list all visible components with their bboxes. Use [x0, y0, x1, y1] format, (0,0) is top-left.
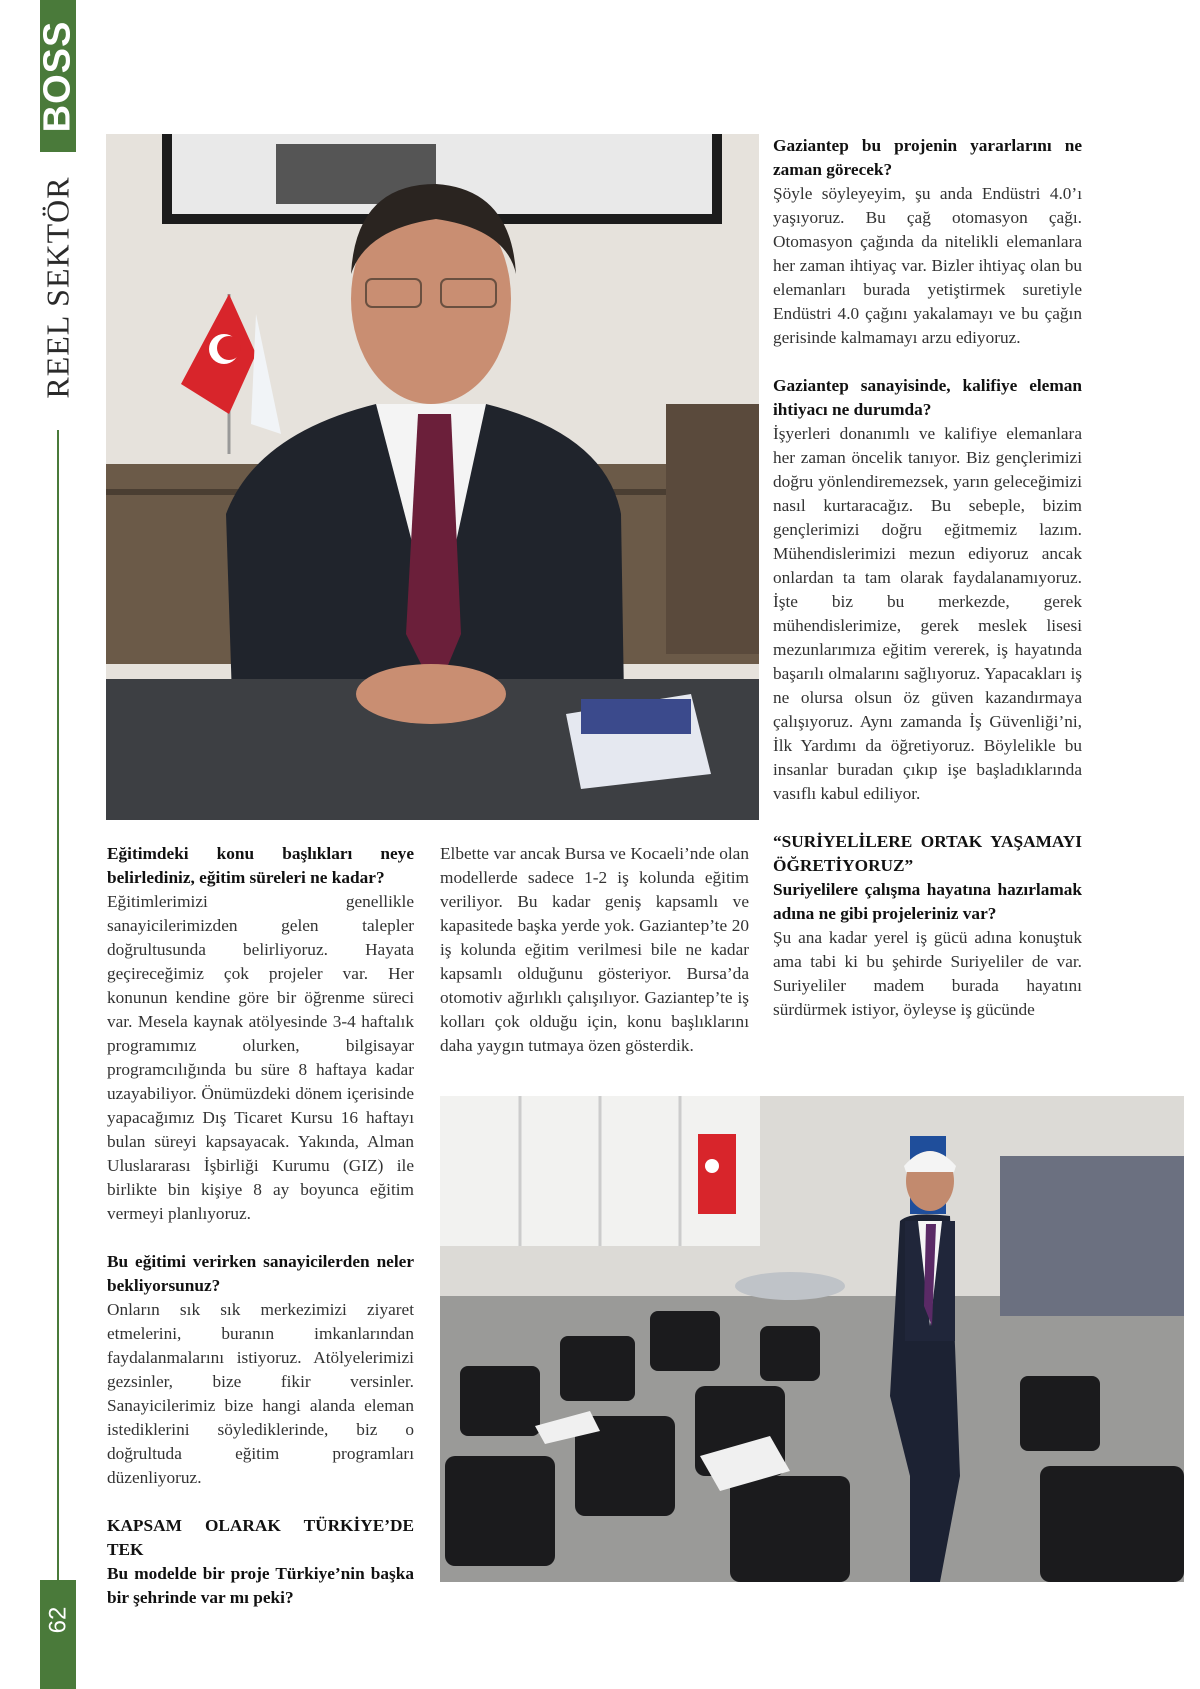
- answer-paragraph: Şöyle söyleyeyim, şu anda Endüstri 4.0’ı yaşıyoruz. Bu çağ otomasyon çağı. Otomasyon çağında da nitelikli elemanlara her zaman ihtiyaç var. Bizler ihtiyaç olan bu elemanları burada yetiştirmek suretiyle Endüstri 4.0 çağını yakalamayı ve bu çağın gerisinde kalmamayı arzu ediyoruz.: [773, 184, 1082, 347]
- divider-line: [57, 430, 59, 1580]
- sidebar: [36, 0, 79, 1689]
- question-heading: Suriyelilere çalışma hayatına hazırlamak adına ne gibi projeleriniz var?: [773, 880, 1082, 923]
- answer-paragraph: Onların sık sık merkezimizi ziyaret etmelerini, buranın imkanlarından faydalanmalarını istiyoruz. Atölyelerimizi gezsinler, bize fikir versinler. Sanayicilerimiz bize hangi alanda eleman istediklerini söylediklerinde, biz o doğrultuda eğitim programları düzenliyoruz.: [107, 1300, 414, 1487]
- question-heading: Bu eğitimi verirken sanayicilerden neler bekliyorsunuz?: [107, 1252, 414, 1295]
- answer-paragraph: Şu ana kadar yerel iş gücü adına konuştuk ama tabi ki bu şehirde Suriyeliler de var. Suriyeliler madem burada hayatını sürdürmek istiyor, öyleyse iş gücünde: [773, 928, 1082, 1019]
- brand-label: BOSS: [36, 20, 79, 132]
- question-heading: Bu modelde bir proje Türkiye’nin başka bir şehrinde var mı peki?: [107, 1564, 414, 1607]
- section-heading: KAPSAM OLARAK TÜRKİYE’DE TEK: [107, 1516, 414, 1559]
- answer-paragraph: Elbette var ancak Bursa ve Kocaeli’nde olan modellerde sadece 1-2 iş kolunda eğitim veriliyor. Bu kadar geniş kapsamlı ve kapasitede başka yerde yok. Gaziantep’te 20 iş kolunda eğitim verilmesi bile ne kadar kapsamlı olduğunu gösteriyor. Bursa’da otomotiv ağırlıklı çalışılıyor. Gaziantep’te iş kolları çok olduğu için, konu başlıklarını daha yaygın tutmaya özen gösterdik.: [440, 844, 749, 1055]
- question-heading: Gaziantep sanayisinde, kalifiye eleman ihtiyacı ne durumda?: [773, 376, 1082, 419]
- portrait-photo: [106, 134, 759, 820]
- page-number: [40, 1580, 76, 1660]
- question-heading: Gaziantep bu projenin yararlarını ne zaman görecek?: [773, 136, 1082, 179]
- section-label: REEL SEKTÖR: [39, 176, 76, 399]
- answer-paragraph: İşyerleri donanımlı ve kalifiye elemanlara her zaman öncelik tanıyor. Biz gençlerimizi doğru yönlendiremezsek, yarın geleceğimizi nasıl kurtaracağız. Bu sebeple, bizim gençlerimizi doğru eğitmemiz lazım. Mühendislerimizi mezun ediyoruz ancak onlardan ta tam olarak faydalanamıyoruz. İşte biz bu merkezde, gerek mühendislerimize, gerek meslek lisesi mezunlarımıza eğitim vererek, iş hayatında başarılı olmalarını sağlıyoruz. Yapacakları iş ne olursa olsun öz güven kazandırmaya çalışıyoruz. Aynı zamanda İş Güvenliği’ni, İlk Yardımı da öğretiyoruz. Böylelikle bu insanlar buradan çıkıp işe başladıklarında vasıflı kabul ediliyor.: [773, 424, 1082, 803]
- section-heading: “SURİYELİLERE ORTAK YAŞAMAYI ÖĞRETİYORUZ”: [773, 832, 1082, 875]
- classroom-photo: [440, 1096, 1184, 1582]
- answer-paragraph: Eğitimlerimizi genellikle sanayicilerimizden gelen talepler doğrultusunda belirliyoruz. Hayata geçireceğimiz çok projeler var. Her konunun kendine göre bir öğrenme süreci var. Mesela kaynak atölyesinde 3-4 haftalık programımız olurken, bilgisayar programcılığında bu süre 8 haftaya kadar uzayabiliyor. Önümüzdeki dönem içerisinde yapacağımız Dış Ticaret Kursu 16 haftayı bulan süreyi kapsayacak. Yakında, Alman Uluslararası İşbirliği Kurumu (GIZ) ile birlikte bin kişiye 8 ay boyunca eğitim vermeyi planlıyoruz.: [107, 892, 414, 1223]
- left-column: [107, 842, 414, 1610]
- page-number-label: 62: [43, 1606, 71, 1634]
- section-title: [40, 150, 76, 425]
- right-column: [773, 134, 1082, 1022]
- brand-logo: [36, 0, 79, 152]
- middle-column: [440, 842, 749, 1058]
- question-heading: Eğitimdeki konu başlıkları neye belirlediniz, eğitim süreleri ne kadar?: [107, 844, 414, 887]
